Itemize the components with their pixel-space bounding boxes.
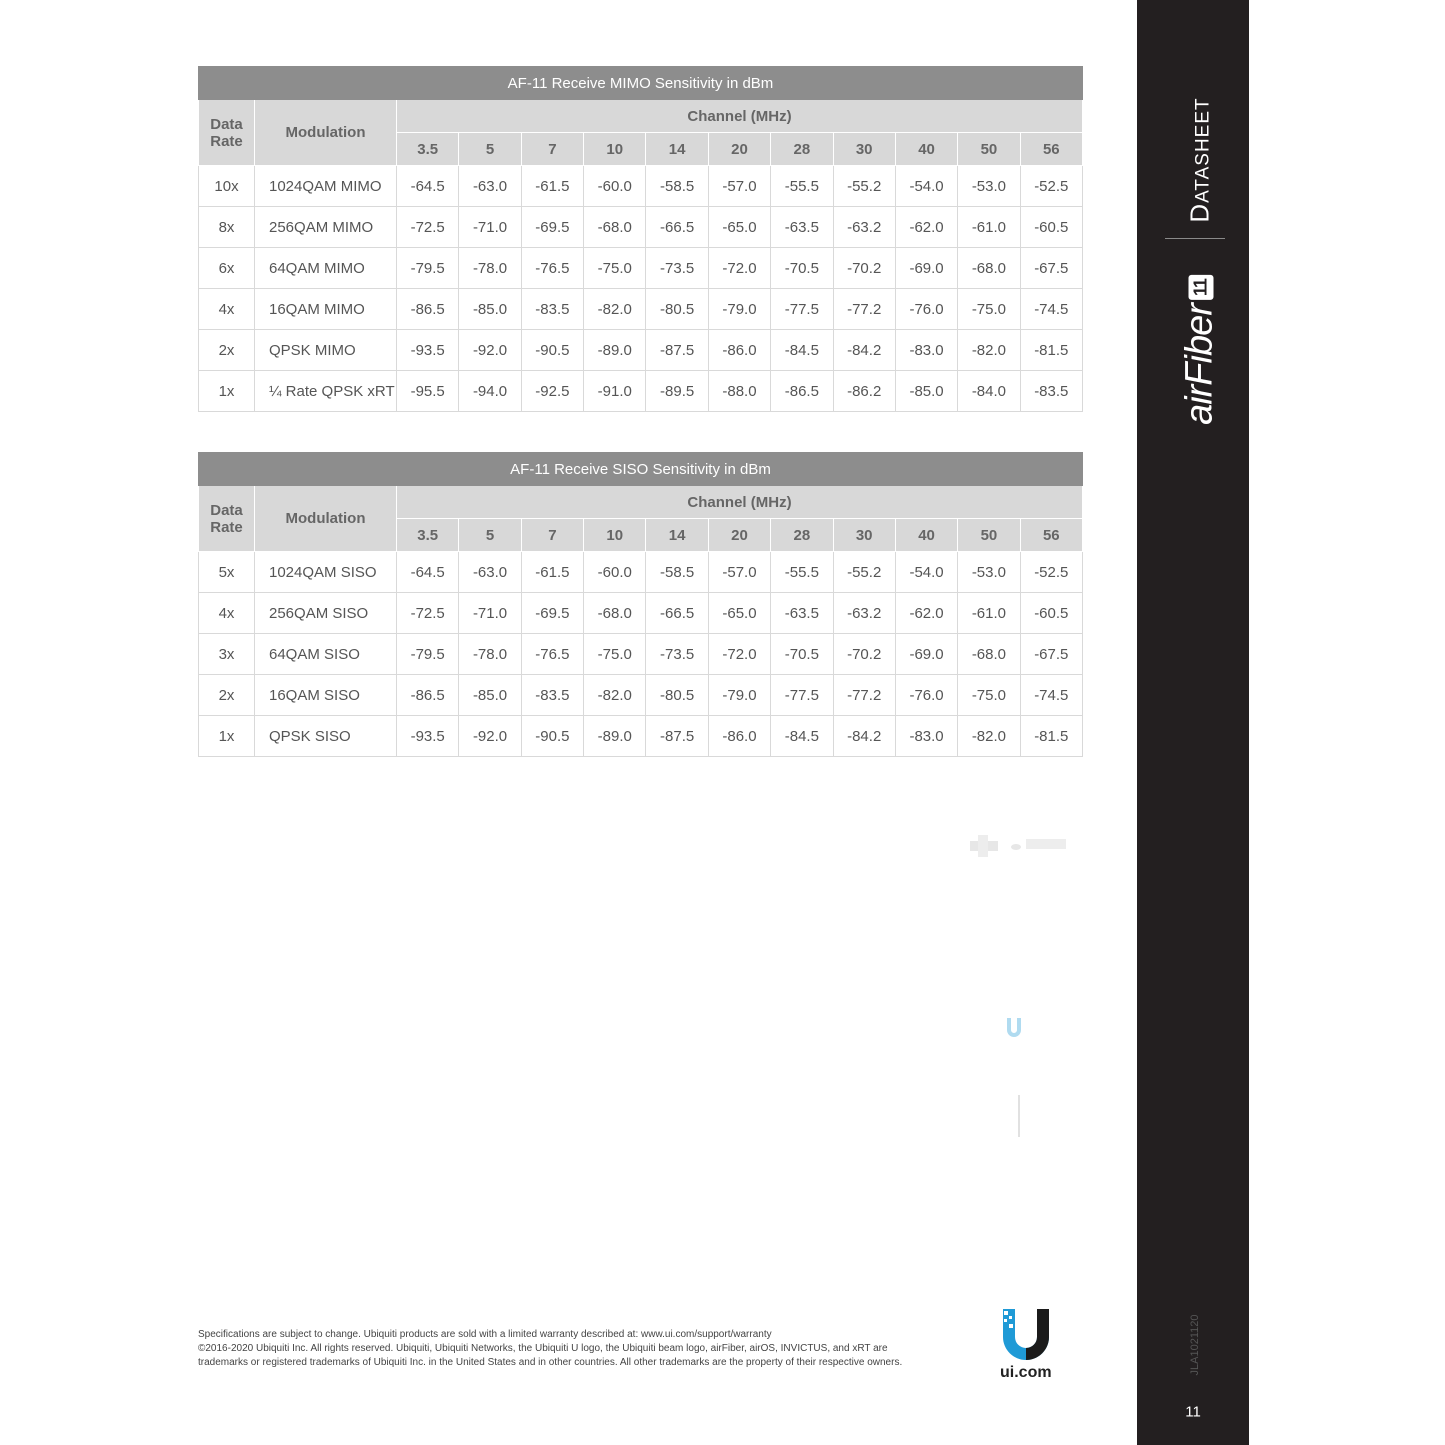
table-row <box>199 371 1083 412</box>
sensitivity-cell: -54.0 <box>895 552 957 593</box>
warranty-notice: Specifications are subject to change. Ubiquiti products are sold with a limited warranty described at: www.ui.com/support/warranty <box>198 1329 772 1340</box>
sensitivity-cell: -81.5 <box>1020 716 1082 757</box>
sensitivity-cell: -61.0 <box>958 593 1020 634</box>
sensitivity-cell: -72.0 <box>708 248 770 289</box>
sensitivity-cell: -78.0 <box>459 248 521 289</box>
sensitivity-cell: -55.2 <box>833 166 895 207</box>
sensitivity-cell: -72.5 <box>397 593 459 634</box>
sensitivity-cell: -89.0 <box>584 330 646 371</box>
sensitivity-cell: -57.0 <box>708 552 770 593</box>
sensitivity-cell: -72.0 <box>708 634 770 675</box>
table-row <box>199 593 1083 634</box>
table-row <box>199 634 1083 675</box>
sensitivity-cell: -85.0 <box>895 371 957 412</box>
sensitivity-cell: -68.0 <box>958 634 1020 675</box>
channel-col-header: 50 <box>958 519 1020 552</box>
sensitivity-cell: -92.0 <box>459 330 521 371</box>
sensitivity-cell: -83.5 <box>521 289 583 330</box>
sensitivity-cell: -71.0 <box>459 207 521 248</box>
sensitivity-cell: -84.0 <box>958 371 1020 412</box>
sensitivity-cell: -60.0 <box>584 166 646 207</box>
sensitivity-cell: -92.5 <box>521 371 583 412</box>
modulation-cell: 1024QAM MIMO <box>255 166 397 207</box>
table-title: AF-11 Receive SISO Sensitivity in dBm <box>199 453 1083 486</box>
channel-col-header: 30 <box>833 519 895 552</box>
sensitivity-cell: -80.5 <box>646 675 708 716</box>
channel-col-header: 10 <box>584 133 646 166</box>
sensitivity-cell: -69.0 <box>895 634 957 675</box>
sensitivity-cell: -88.0 <box>708 371 770 412</box>
sensitivity-cell: -87.5 <box>646 330 708 371</box>
airfiber-logo: airFiber11 <box>1179 275 1222 425</box>
sensitivity-cell: -63.5 <box>771 593 833 634</box>
site-url: ui.com <box>1000 1364 1052 1381</box>
sensitivity-cell: -79.0 <box>708 675 770 716</box>
sensitivity-cell: -82.0 <box>584 289 646 330</box>
channel-col-header: 5 <box>459 519 521 552</box>
sensitivity-cell: -77.5 <box>771 289 833 330</box>
sensitivity-cell: -79.5 <box>397 634 459 675</box>
channel-col-header: 56 <box>1020 133 1082 166</box>
sensitivity-cell: -84.2 <box>833 716 895 757</box>
sensitivity-cell: -63.2 <box>833 593 895 634</box>
sensitivity-cell: -74.5 <box>1020 289 1082 330</box>
sensitivity-cell: -60.5 <box>1020 207 1082 248</box>
sensitivity-cell: -83.0 <box>895 716 957 757</box>
sensitivity-cell: -90.5 <box>521 330 583 371</box>
sensitivity-cell: -83.5 <box>1020 371 1082 412</box>
sensitivity-cell: -62.0 <box>895 207 957 248</box>
sensitivity-cell: -85.0 <box>459 289 521 330</box>
sensitivity-cell: -65.0 <box>708 207 770 248</box>
data-rate-cell: 10x <box>199 166 255 207</box>
channel-col-header: 56 <box>1020 519 1082 552</box>
sensitivity-cell: -55.2 <box>833 552 895 593</box>
data-rate-cell: 2x <box>199 675 255 716</box>
mimo-sensitivity-table <box>198 66 1083 412</box>
modulation-cell: QPSK MIMO <box>255 330 397 371</box>
channel-header: Channel (MHz) <box>397 100 1083 133</box>
sensitivity-cell: -70.2 <box>833 634 895 675</box>
sensitivity-cell: -86.2 <box>833 371 895 412</box>
sensitivity-cell: -84.2 <box>833 330 895 371</box>
bleed-through-u-logo <box>1004 1016 1024 1040</box>
sensitivity-cell: -94.0 <box>459 371 521 412</box>
sensitivity-cell: -76.0 <box>895 289 957 330</box>
sensitivity-cell: -72.5 <box>397 207 459 248</box>
sensitivity-cell: -69.5 <box>521 207 583 248</box>
sensitivity-cell: -83.0 <box>895 330 957 371</box>
sensitivity-cell: -86.5 <box>397 289 459 330</box>
sensitivity-cell: -68.0 <box>584 207 646 248</box>
table-row <box>199 207 1083 248</box>
sensitivity-cell: -93.5 <box>397 716 459 757</box>
table-title: AF-11 Receive MIMO Sensitivity in dBm <box>199 67 1083 100</box>
sensitivity-cell: -70.5 <box>771 248 833 289</box>
table-row <box>199 716 1083 757</box>
sensitivity-cell: -78.0 <box>459 634 521 675</box>
sensitivity-cell: -79.0 <box>708 289 770 330</box>
modulation-cell: ¼ Rate QPSK xRT <box>255 371 397 412</box>
table-row <box>199 330 1083 371</box>
modulation-cell: 64QAM MIMO <box>255 248 397 289</box>
sensitivity-cell: -84.5 <box>771 330 833 371</box>
sensitivity-cell: -82.0 <box>584 675 646 716</box>
channel-col-header: 40 <box>895 133 957 166</box>
sensitivity-cell: -92.0 <box>459 716 521 757</box>
sensitivity-cell: -77.5 <box>771 675 833 716</box>
channel-col-header: 40 <box>895 519 957 552</box>
bleed-through-antenna <box>1016 1095 1022 1137</box>
sensitivity-cell: -80.5 <box>646 289 708 330</box>
channel-col-header: 14 <box>646 133 708 166</box>
sensitivity-cell: -90.5 <box>521 716 583 757</box>
sensitivity-cell: -77.2 <box>833 289 895 330</box>
modulation-cell: 1024QAM SISO <box>255 552 397 593</box>
sensitivity-cell: -63.0 <box>459 552 521 593</box>
sensitivity-cell: -86.5 <box>397 675 459 716</box>
table-row <box>199 675 1083 716</box>
sensitivity-cell: -75.0 <box>584 248 646 289</box>
sensitivity-cell: -79.5 <box>397 248 459 289</box>
sidebar-divider <box>1165 238 1225 239</box>
sensitivity-cell: -74.5 <box>1020 675 1082 716</box>
sensitivity-cell: -55.5 <box>771 552 833 593</box>
sensitivity-cell: -93.5 <box>397 330 459 371</box>
modulation-cell: 256QAM MIMO <box>255 207 397 248</box>
sensitivity-cell: -86.0 <box>708 330 770 371</box>
sensitivity-cell: -76.0 <box>895 675 957 716</box>
sensitivity-cell: -66.5 <box>646 593 708 634</box>
data-rate-header: Data Rate <box>199 486 255 552</box>
sensitivity-cell: -63.5 <box>771 207 833 248</box>
sensitivity-cell: -76.5 <box>521 248 583 289</box>
modulation-header: Modulation <box>255 100 397 166</box>
data-rate-cell: 4x <box>199 593 255 634</box>
sensitivity-cell: -60.5 <box>1020 593 1082 634</box>
sensitivity-cell: -86.5 <box>771 371 833 412</box>
sensitivity-cell: -67.5 <box>1020 634 1082 675</box>
sensitivity-cell: -73.5 <box>646 634 708 675</box>
sensitivity-cell: -73.5 <box>646 248 708 289</box>
legal-footer <box>198 1328 918 1370</box>
sensitivity-cell: -68.0 <box>958 248 1020 289</box>
sensitivity-cell: -57.0 <box>708 166 770 207</box>
bleed-through-graphic <box>968 835 1066 857</box>
channel-col-header: 50 <box>958 133 1020 166</box>
page-number: 11 <box>1185 1403 1201 1421</box>
sensitivity-cell: -81.5 <box>1020 330 1082 371</box>
sensitivity-cell: -69.5 <box>521 593 583 634</box>
channel-col-header: 3.5 <box>397 519 459 552</box>
sensitivity-cell: -61.5 <box>521 166 583 207</box>
data-rate-cell: 3x <box>199 634 255 675</box>
channel-header: Channel (MHz) <box>397 486 1083 519</box>
channel-col-header: 7 <box>521 133 583 166</box>
sensitivity-cell: -75.0 <box>958 675 1020 716</box>
data-rate-cell: 4x <box>199 289 255 330</box>
table-row <box>199 289 1083 330</box>
channel-col-header: 28 <box>771 133 833 166</box>
sensitivity-cell: -68.0 <box>584 593 646 634</box>
sensitivity-cell: -54.0 <box>895 166 957 207</box>
sensitivity-cell: -63.2 <box>833 207 895 248</box>
sensitivity-cell: -86.0 <box>708 716 770 757</box>
sensitivity-cell: -85.0 <box>459 675 521 716</box>
sensitivity-cell: -53.0 <box>958 552 1020 593</box>
table-row <box>199 166 1083 207</box>
modulation-cell: 16QAM MIMO <box>255 289 397 330</box>
data-rate-cell: 8x <box>199 207 255 248</box>
channel-col-header: 7 <box>521 519 583 552</box>
channel-col-header: 10 <box>584 519 646 552</box>
sensitivity-cell: -76.5 <box>521 634 583 675</box>
data-rate-header: Data Rate <box>199 100 255 166</box>
sensitivity-cell: -61.5 <box>521 552 583 593</box>
sensitivity-cell: -77.2 <box>833 675 895 716</box>
sensitivity-cell: -63.0 <box>459 166 521 207</box>
table-row <box>199 552 1083 593</box>
document-code: JLA1021120 <box>1189 1314 1201 1376</box>
sensitivity-cell: -55.5 <box>771 166 833 207</box>
channel-col-header: 3.5 <box>397 133 459 166</box>
datasheet-label: DATASHEET <box>1184 97 1215 223</box>
table-row <box>199 248 1083 289</box>
sensitivity-cell: -70.2 <box>833 248 895 289</box>
sensitivity-cell: -91.0 <box>584 371 646 412</box>
sensitivity-cell: -66.5 <box>646 207 708 248</box>
sensitivity-cell: -64.5 <box>397 552 459 593</box>
sensitivity-cell: -70.5 <box>771 634 833 675</box>
data-rate-cell: 2x <box>199 330 255 371</box>
channel-col-header: 20 <box>708 519 770 552</box>
sensitivity-cell: -58.5 <box>646 166 708 207</box>
modulation-cell: 256QAM SISO <box>255 593 397 634</box>
sensitivity-cell: -58.5 <box>646 552 708 593</box>
channel-col-header: 20 <box>708 133 770 166</box>
channel-col-header: 5 <box>459 133 521 166</box>
channel-col-header: 14 <box>646 519 708 552</box>
sensitivity-cell: -89.5 <box>646 371 708 412</box>
sensitivity-cell: -61.0 <box>958 207 1020 248</box>
sensitivity-cell: -75.0 <box>584 634 646 675</box>
sensitivity-cell: -75.0 <box>958 289 1020 330</box>
sensitivity-cell: -62.0 <box>895 593 957 634</box>
sensitivity-cell: -95.5 <box>397 371 459 412</box>
channel-col-header: 30 <box>833 133 895 166</box>
sensitivity-cell: -53.0 <box>958 166 1020 207</box>
trademark-notice: ©2016-2020 Ubiquiti Inc. All rights reserved. Ubiquiti, Ubiquiti Networks, the Ubiquiti U logo, the Ubiquiti beam logo, airFiber, airOS, INVICTUS, and xRT are trademarks or registered trademarks of Ubiquiti Inc. in the United States and in other countries. All other trademarks are the property of their respective owners. <box>198 1343 903 1368</box>
data-rate-cell: 5x <box>199 552 255 593</box>
channel-col-header: 28 <box>771 519 833 552</box>
sensitivity-cell: -52.5 <box>1020 552 1082 593</box>
sensitivity-cell: -71.0 <box>459 593 521 634</box>
sensitivity-cell: -60.0 <box>584 552 646 593</box>
modulation-cell: QPSK SISO <box>255 716 397 757</box>
modulation-cell: 64QAM SISO <box>255 634 397 675</box>
sensitivity-cell: -82.0 <box>958 330 1020 371</box>
sensitivity-cell: -87.5 <box>646 716 708 757</box>
sensitivity-cell: -84.5 <box>771 716 833 757</box>
modulation-header: Modulation <box>255 486 397 552</box>
sensitivity-cell: -83.5 <box>521 675 583 716</box>
data-rate-cell: 1x <box>199 716 255 757</box>
modulation-cell: 16QAM SISO <box>255 675 397 716</box>
data-rate-cell: 1x <box>199 371 255 412</box>
sensitivity-cell: -69.0 <box>895 248 957 289</box>
sensitivity-cell: -52.5 <box>1020 166 1082 207</box>
sensitivity-cell: -67.5 <box>1020 248 1082 289</box>
data-rate-cell: 6x <box>199 248 255 289</box>
sensitivity-cell: -82.0 <box>958 716 1020 757</box>
sensitivity-cell: -89.0 <box>584 716 646 757</box>
ubiquiti-u-logo-icon <box>995 1305 1057 1367</box>
sensitivity-cell: -65.0 <box>708 593 770 634</box>
sensitivity-cell: -64.5 <box>397 166 459 207</box>
siso-sensitivity-table <box>198 452 1083 757</box>
